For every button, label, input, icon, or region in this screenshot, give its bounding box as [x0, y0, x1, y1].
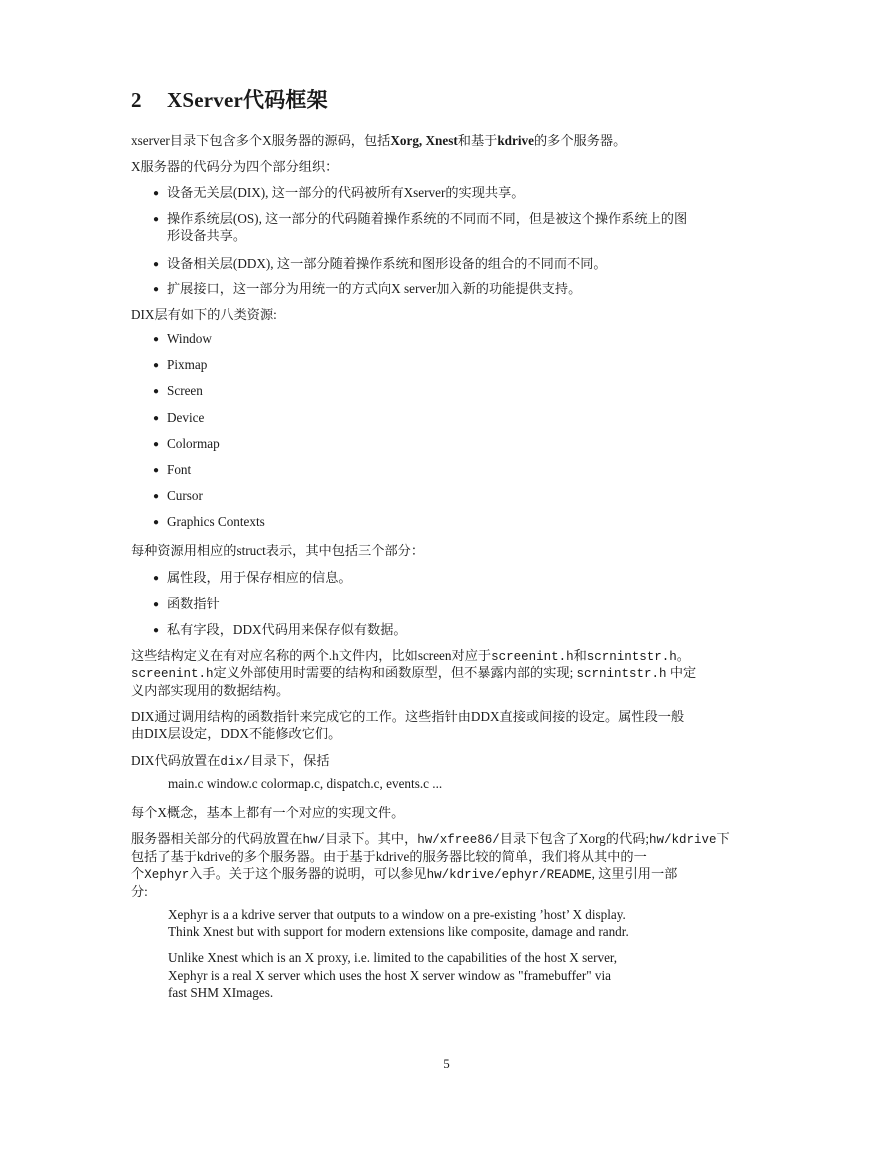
list-item-text: Font [167, 462, 192, 477]
dix-dir-para [131, 750, 330, 769]
list-item [153, 593, 220, 612]
dix-para-line1: DIX通过调用结构的函数指针来完成它的工作。这些指针由DDX直接或间接的设定。属性段一般 [131, 709, 685, 724]
intro-end: 的多个服务器。 [533, 133, 627, 148]
list-item-text: Colormap [167, 436, 220, 451]
list-item [153, 278, 581, 297]
bullet-icon: ● [153, 465, 160, 476]
list-item-text: Pixmap [167, 357, 208, 372]
text: 服务器相关部分的代码放置在 [131, 831, 303, 846]
bullet-icon: ● [153, 625, 160, 636]
list-item-text: Graphics Contexts [167, 514, 265, 529]
xnest-bold: Xnest [425, 133, 458, 148]
list-item [153, 514, 265, 530]
list-item-text: Window [167, 331, 212, 346]
quote-line: Unlike Xnest which is an X proxy, i.e. limited to the capabilities of the host X server, [168, 950, 618, 965]
list-item-text: Cursor [167, 488, 203, 503]
header-files-para-line3: 义内部实现用的数据结构。 [131, 683, 290, 698]
list-item-text: 私有字段，DDX代码用来保存似有数据。 [167, 622, 407, 637]
resources-intro: DIX层有如下的八类资源: [131, 307, 277, 322]
quote-line: fast SHM XImages. [168, 985, 274, 1000]
bullet-icon: ● [153, 360, 160, 371]
list-item-text: 函数指针 [167, 596, 220, 611]
list-item [153, 488, 203, 504]
text: 这些结构定义在有对应名称的两个.h文件内，比如screen对应于 [131, 648, 492, 663]
list-item [153, 619, 407, 638]
bullet-icon: ● [153, 334, 160, 345]
struct-intro: 每种资源用相应的struct表示，其中包括三个部分： [131, 543, 425, 558]
filepath: hw/kdrive/ephyr/README [426, 868, 592, 882]
hw-para-line3 [131, 863, 677, 882]
filename: scrnintstr.h [586, 650, 677, 664]
xorg-bold: Xorg, [390, 133, 423, 148]
dix-para-line2: 由DIX层设定，DDX不能修改它们。 [131, 726, 342, 741]
header-files-para-line2 [131, 662, 696, 681]
list-item-text: Screen [167, 383, 203, 398]
text: 和 [573, 648, 587, 663]
text: 目录下。其中， [324, 831, 418, 846]
section-title: XServer代码框架 [167, 88, 328, 112]
hw-para-line4: 分: [131, 884, 148, 899]
section-heading [131, 84, 328, 114]
intro-mid: 和基于 [457, 133, 498, 148]
text: 下 [716, 831, 730, 846]
hw-para-line1 [131, 828, 730, 847]
bullet-icon: ● [153, 284, 160, 295]
list-item-continuation: 形设备共享。 [167, 228, 247, 243]
page-number: 5 [443, 1056, 450, 1071]
quote-line: Xephyr is a a kdrive server that outputs to a window on a pre-existing ’host’ X display. [168, 907, 626, 922]
bullet-icon: ● [153, 386, 160, 397]
code-name: Xephyr [144, 868, 190, 882]
directory: hw/ [302, 833, 325, 847]
directory: hw/kdrive [649, 833, 717, 847]
filename: screenint.h [491, 650, 574, 664]
bullet-icon: ● [153, 439, 160, 450]
text: DIX代码放置在 [131, 753, 221, 768]
kdrive-bold: kdrive [497, 133, 534, 148]
bullet-icon: ● [153, 259, 160, 270]
list-item-text: 设备无关层(DIX), 这一部分的代码被所有Xserver的实现共享。 [167, 185, 525, 200]
intro-paragraph [131, 130, 626, 149]
bullet-icon: ● [153, 188, 160, 199]
list-item [153, 436, 220, 452]
list-item [153, 331, 212, 347]
list-item [153, 253, 607, 272]
text: 目录下，保括 [250, 753, 330, 768]
intro-text: xserver目录下包含多个X服务器的源码，包括 [131, 133, 391, 148]
text: 入手。关于这个服务器的说明，可以参见 [189, 866, 427, 881]
bullet-icon: ● [153, 491, 160, 502]
bullet-icon: ● [153, 517, 160, 528]
bullet-icon: ● [153, 573, 160, 584]
list-item [153, 182, 525, 201]
list-item-text: Device [167, 410, 205, 425]
filename: scrnintstr.h [576, 667, 667, 681]
file-list: main.c window.c colormap.c, dispatch.c, events.c ... [168, 776, 443, 791]
directory: hw/xfree86/ [417, 833, 500, 847]
quote-line: Xephyr is a real X server which uses the host X server window as "framebuffer" via [168, 968, 612, 983]
text: 目录下包含了Xorg的代码; [499, 831, 649, 846]
section-number: 2 [131, 88, 142, 112]
list-item [153, 410, 204, 426]
list-item-text: 扩展接口，这一部分为用统一的方式向X server加入新的功能提供支持。 [167, 281, 582, 296]
layers-intro: X服务器的代码分为四个部分组织： [131, 159, 339, 174]
text: 定义外部使用时需要的结构和函数原型，但不暴露内部的实现; [213, 665, 577, 680]
filename: screenint.h [131, 667, 214, 681]
text: 中定 [666, 665, 697, 680]
text: 个 [131, 866, 145, 881]
list-item [153, 462, 191, 478]
concept-para: 每个X概念，基本上都有一个对应的实现文件。 [131, 805, 405, 820]
list-item [153, 567, 352, 586]
text: , 这里引用一部 [591, 866, 678, 881]
list-item-text: 操作系统层(OS), 这一部分的代码随着操作系统的不同而不同，但是被这个操作系统上的图 [167, 211, 688, 226]
bullet-icon: ● [153, 599, 160, 610]
text: 。 [676, 648, 690, 663]
list-item-text: 属性段，用于保存相应的信息。 [167, 570, 352, 585]
list-item [153, 357, 207, 373]
directory: dix/ [220, 755, 251, 769]
quote-line: Think Xnest but with support for modern extensions like composite, damage and randr. [168, 924, 629, 939]
bullet-icon: ● [153, 214, 160, 225]
hw-para-line2: 包括了基于kdrive的多个服务器。由于基于kdrive的服务器比较的简单，我们将从其中的一 [131, 849, 647, 864]
bullet-icon: ● [153, 413, 160, 424]
list-item [153, 383, 203, 399]
list-item-text: 设备相关层(DDX), 这一部分随着操作系统和图形设备的组合的不同而不同。 [167, 256, 607, 271]
